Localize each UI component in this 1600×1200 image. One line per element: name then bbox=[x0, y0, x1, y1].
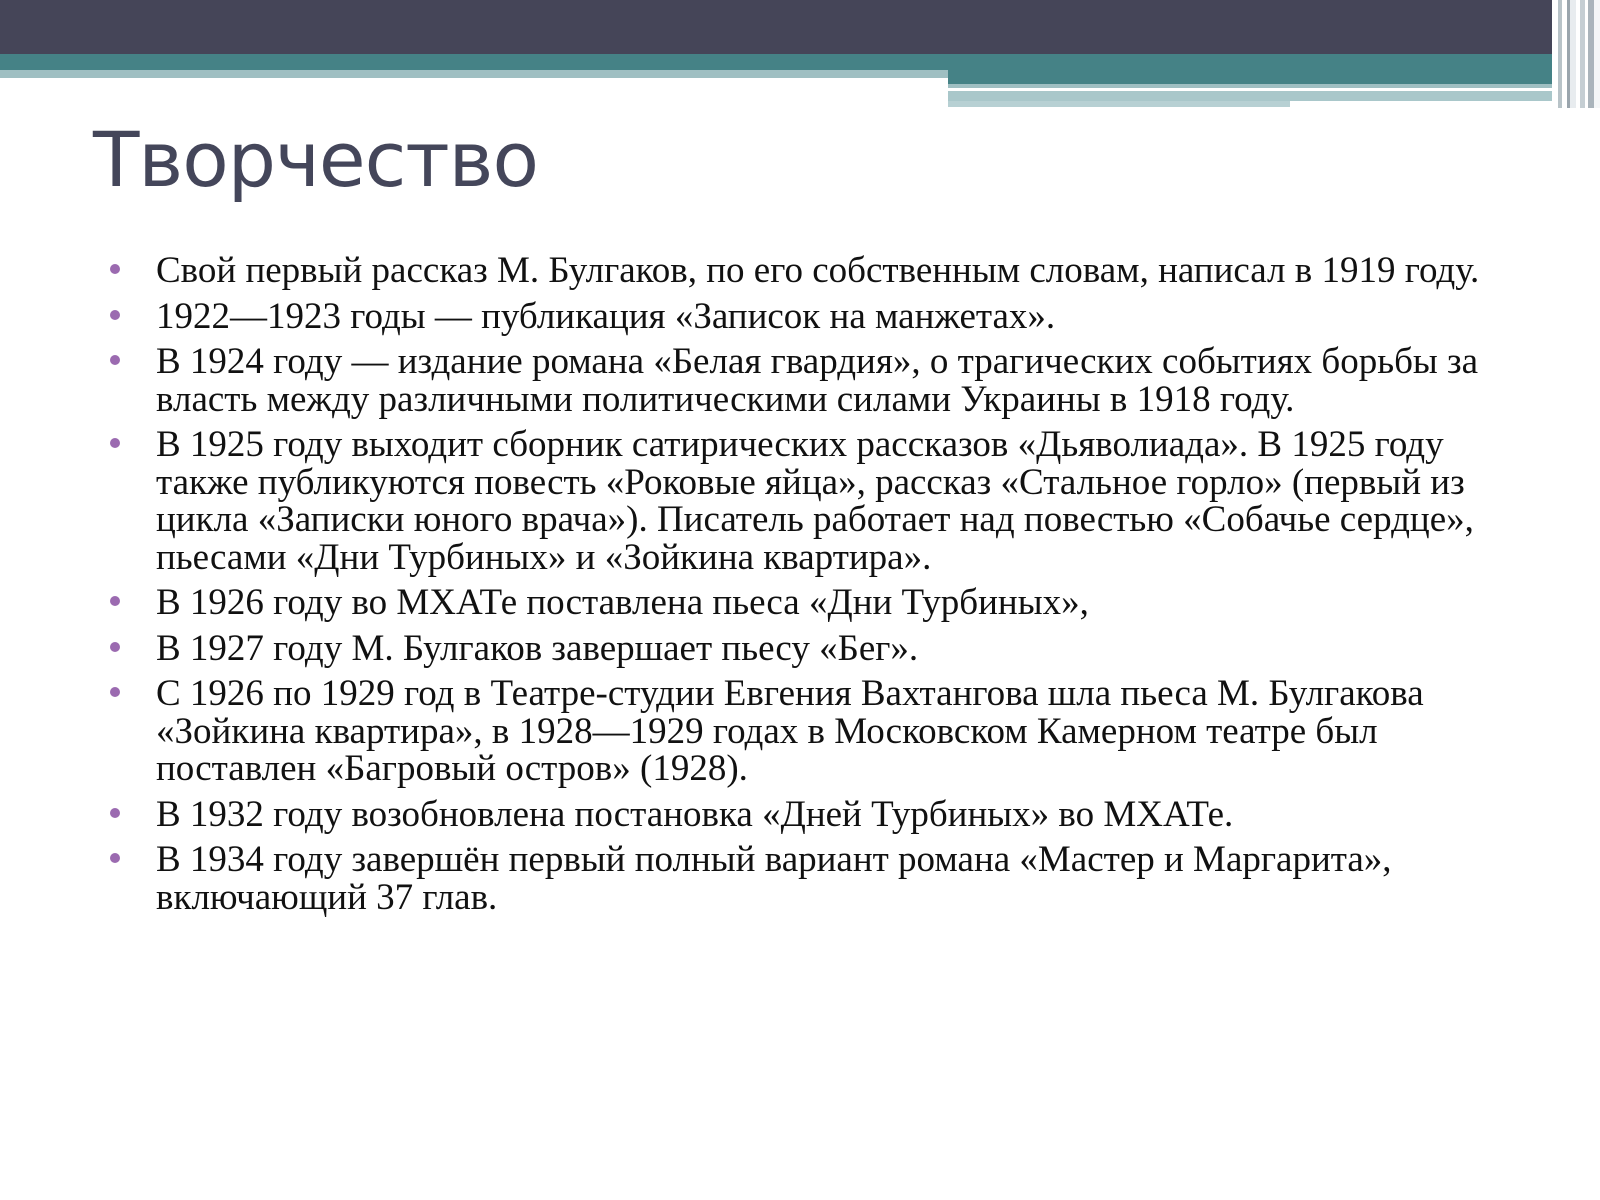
bullet-list bbox=[110, 252, 1510, 924]
bullet-text: 1922—1923 годы — публикация «Записок на манжетах». bbox=[156, 295, 1056, 337]
bullet-item bbox=[110, 295, 1510, 337]
bullet-item bbox=[110, 841, 1510, 916]
header-step-teal bbox=[948, 70, 1600, 84]
header-teal-band bbox=[0, 54, 1600, 70]
decorative-stripes bbox=[1552, 0, 1600, 108]
bullet-text: В 1927 году М. Булгаков завершает пьесу «Бег». bbox=[156, 627, 919, 669]
bullet-dot-icon bbox=[110, 596, 120, 606]
bullet-item bbox=[110, 426, 1510, 576]
bullet-dot-icon bbox=[110, 438, 120, 448]
bullet-text: Свой первый рассказ М. Булгаков, по его собственным словам, написал в 1919 году. bbox=[156, 250, 1480, 291]
header-step-light-lower bbox=[948, 91, 1600, 101]
bullet-item bbox=[110, 343, 1510, 418]
bullet-text: В 1932 году возобновлена постановка «Дней Турбиных» во МХАТе. bbox=[156, 793, 1234, 835]
bullet-item bbox=[110, 675, 1510, 788]
bullet-item bbox=[110, 584, 1510, 622]
bullet-dot-icon bbox=[110, 310, 120, 320]
bullet-text: В 1925 году выходит сборник сатирических рассказов «Дьяволиада». В 1925 году также публикуются повесть «Роковые яйца», рассказ «Стальное горло» (первый из цикла «Записки юного врача»). Писатель работает над повестью «Собачье сердце», пьесами «Дни Турбиных» и «Зойкина квартира». bbox=[156, 424, 1474, 578]
bullet-dot-icon bbox=[110, 264, 120, 274]
header-step-light-short bbox=[948, 101, 1290, 107]
bullet-dot-icon bbox=[110, 808, 120, 818]
bullet-dot-icon bbox=[110, 853, 120, 863]
header-light-band bbox=[0, 70, 948, 78]
bullet-item bbox=[110, 627, 1510, 669]
slide-title: Творчество bbox=[93, 115, 538, 204]
bullet-dot-icon bbox=[110, 355, 120, 365]
bullet-text: С 1926 по 1929 год в Театре-студии Евгения Вахтангова шла пьеса М. Булгакова «Зойкина квартира», в 1928—1929 годах в Московском Камерном театре был поставлен «Багровый остров» (1928). bbox=[156, 673, 1424, 789]
bullet-text: В 1934 году завершён первый полный вариант романа «Мастер и Маргарита», включающий 37 глав. bbox=[156, 839, 1392, 918]
bullet-dot-icon bbox=[110, 687, 120, 697]
header-dark-band bbox=[0, 0, 1600, 54]
bullet-text: В 1924 году — издание романа «Белая гвардия», о трагических событиях борьбы за власть между различными политическими силами Украины в 1918 году. bbox=[156, 341, 1479, 420]
bullet-item bbox=[110, 252, 1510, 290]
bullet-text: В 1926 году во МХАТе поставлена пьеса «Дни Турбиных», bbox=[156, 582, 1089, 623]
bullet-item bbox=[110, 793, 1510, 835]
bullet-dot-icon bbox=[110, 642, 120, 652]
